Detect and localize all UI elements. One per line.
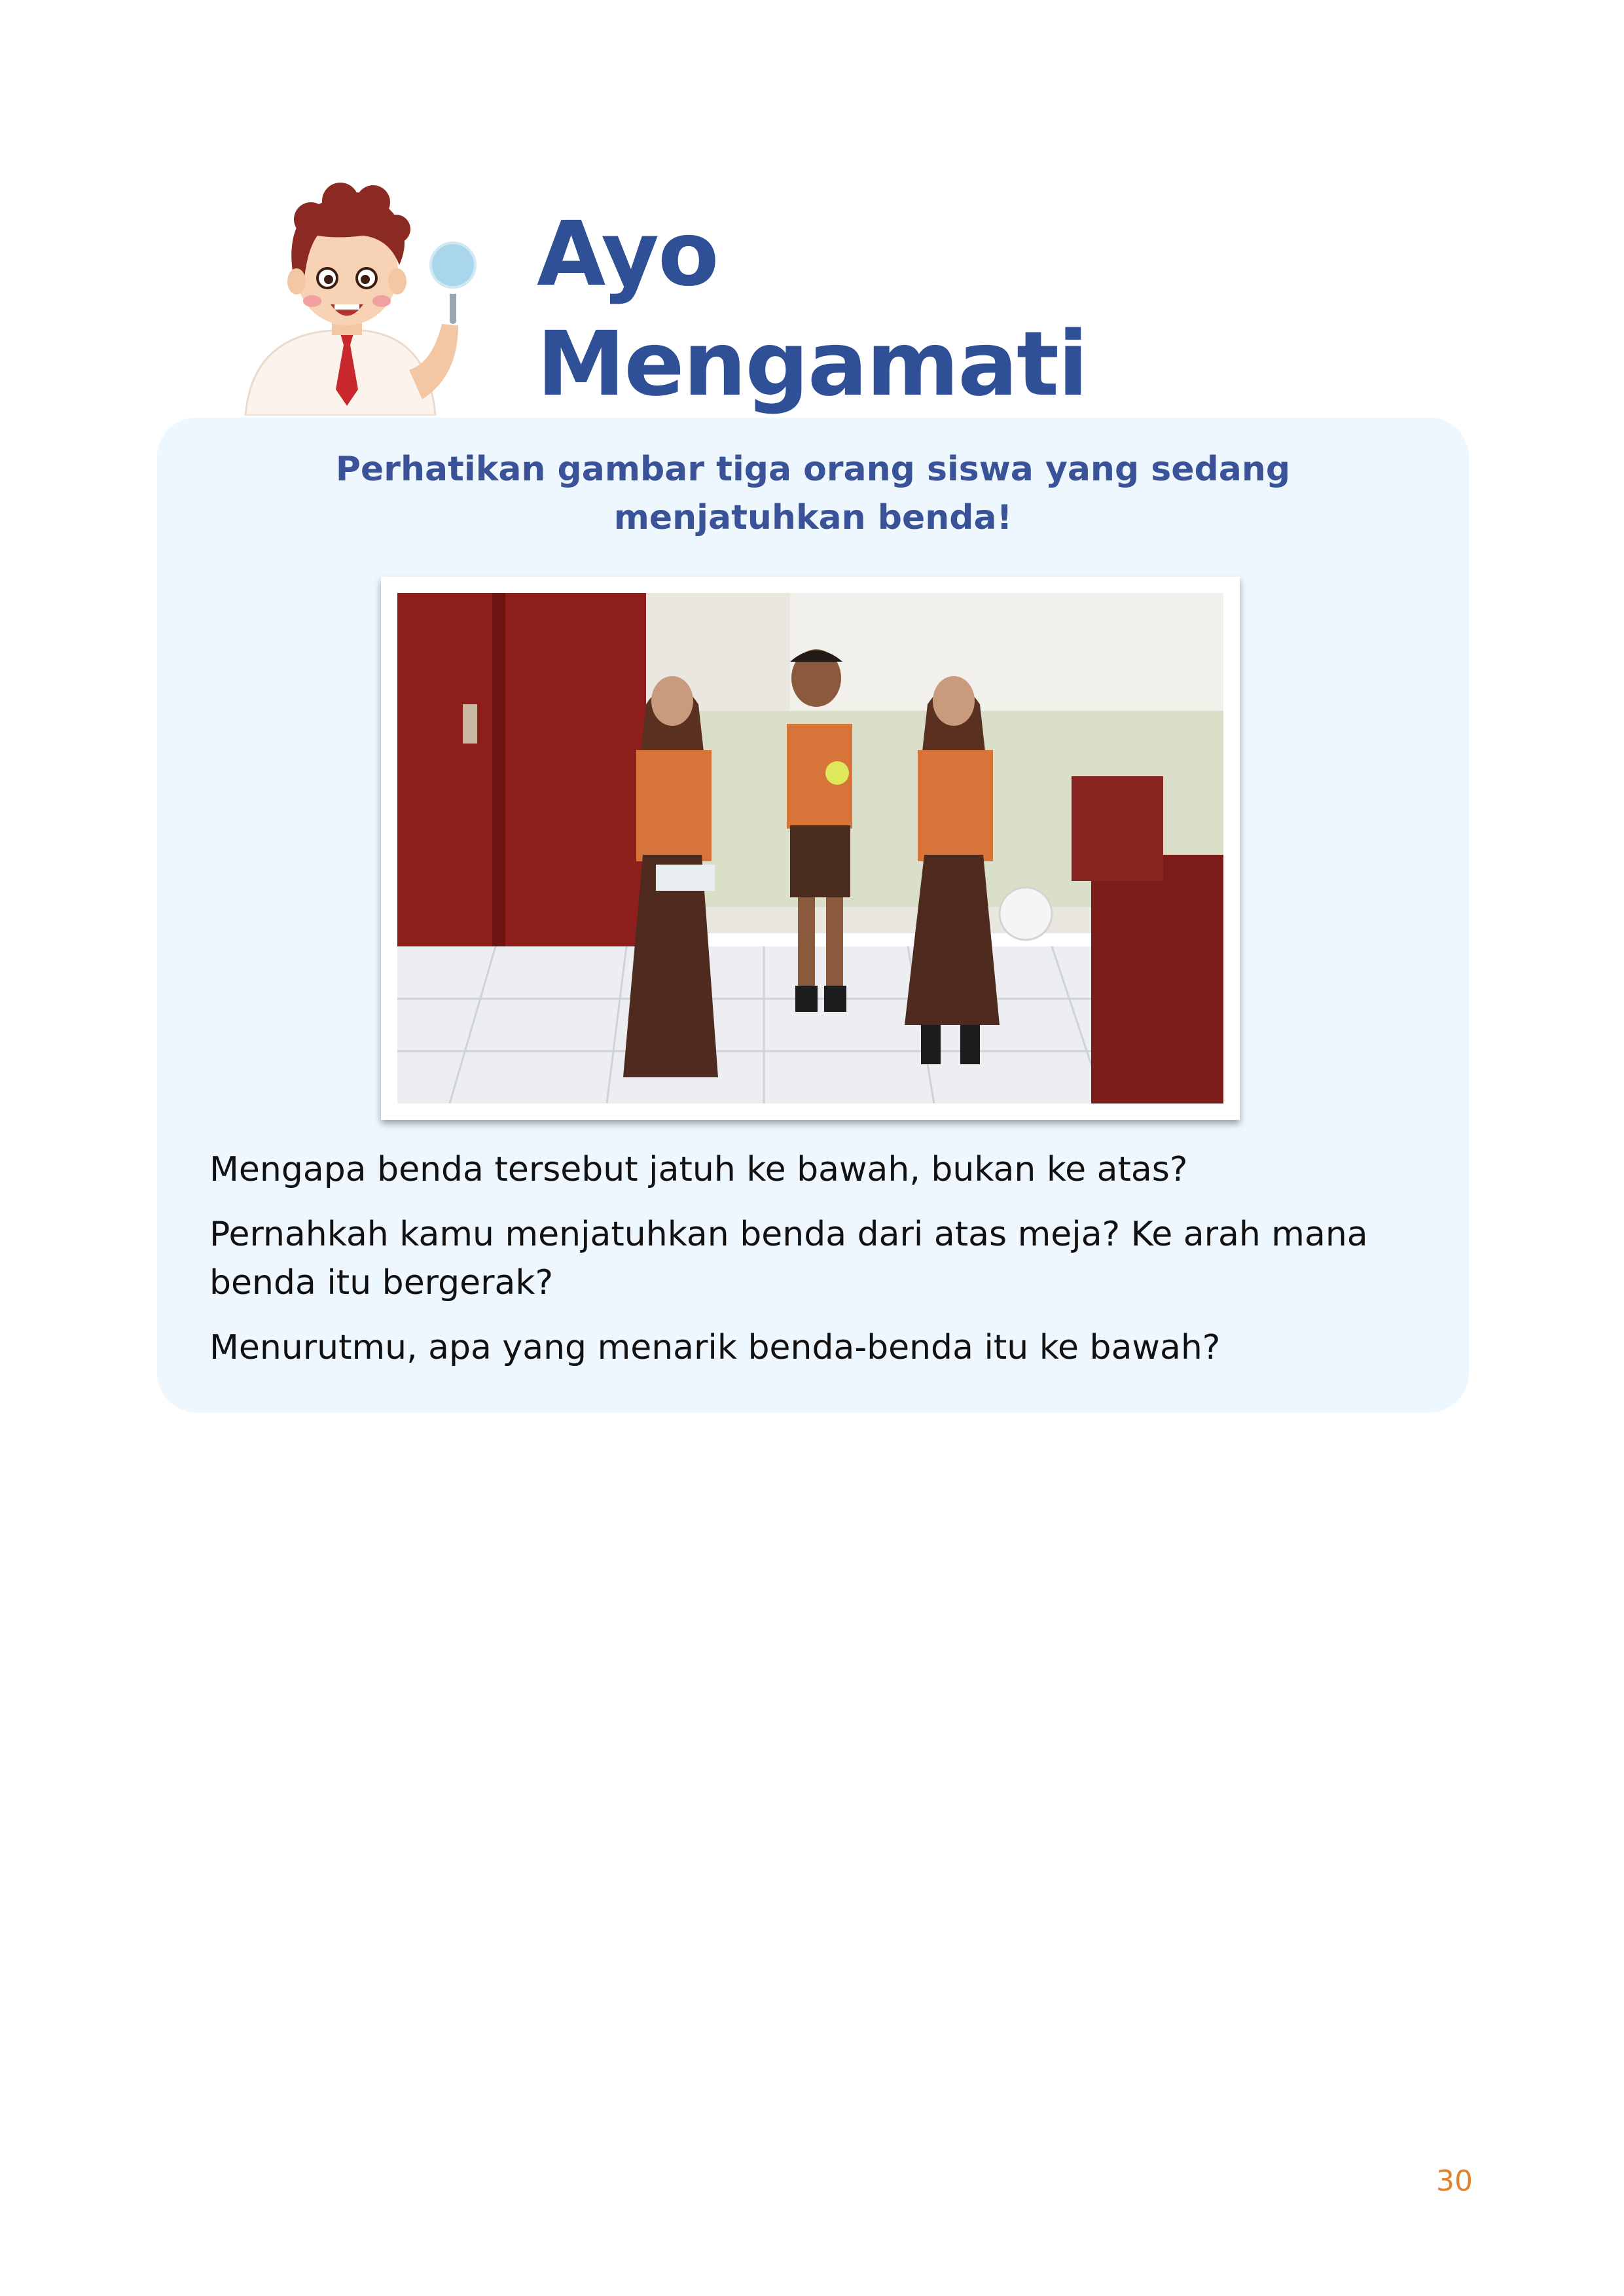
student-mascot-illustration — [232, 173, 481, 416]
question-3: Menurutmu, apa yang menarik benda-benda itu ke bawah? — [209, 1328, 1221, 1367]
observation-card — [157, 418, 1469, 1412]
instruction-text — [275, 445, 1351, 542]
section-header — [232, 173, 1087, 416]
question-2: Pernahkah kamu menjatuhkan benda dari atas meja? Ke arah mana benda itu bergerak? — [209, 1215, 1368, 1302]
page-title — [537, 200, 1087, 420]
photo-frame — [381, 577, 1240, 1120]
page-number: 30 — [1436, 2164, 1473, 2198]
students-dropping-objects-photo — [397, 593, 1223, 1103]
instruction-line-1: Perhatikan gambar tiga orang siswa yang sedang — [335, 450, 1291, 489]
title-line-2: Mengamati — [537, 313, 1087, 416]
instruction-line-2: menjatuhkan benda! — [613, 498, 1013, 537]
question-list — [209, 1145, 1427, 1388]
question-1: Mengapa benda tersebut jatuh ke bawah, bukan ke atas? — [209, 1150, 1188, 1189]
title-line-1: Ayo — [537, 203, 718, 306]
